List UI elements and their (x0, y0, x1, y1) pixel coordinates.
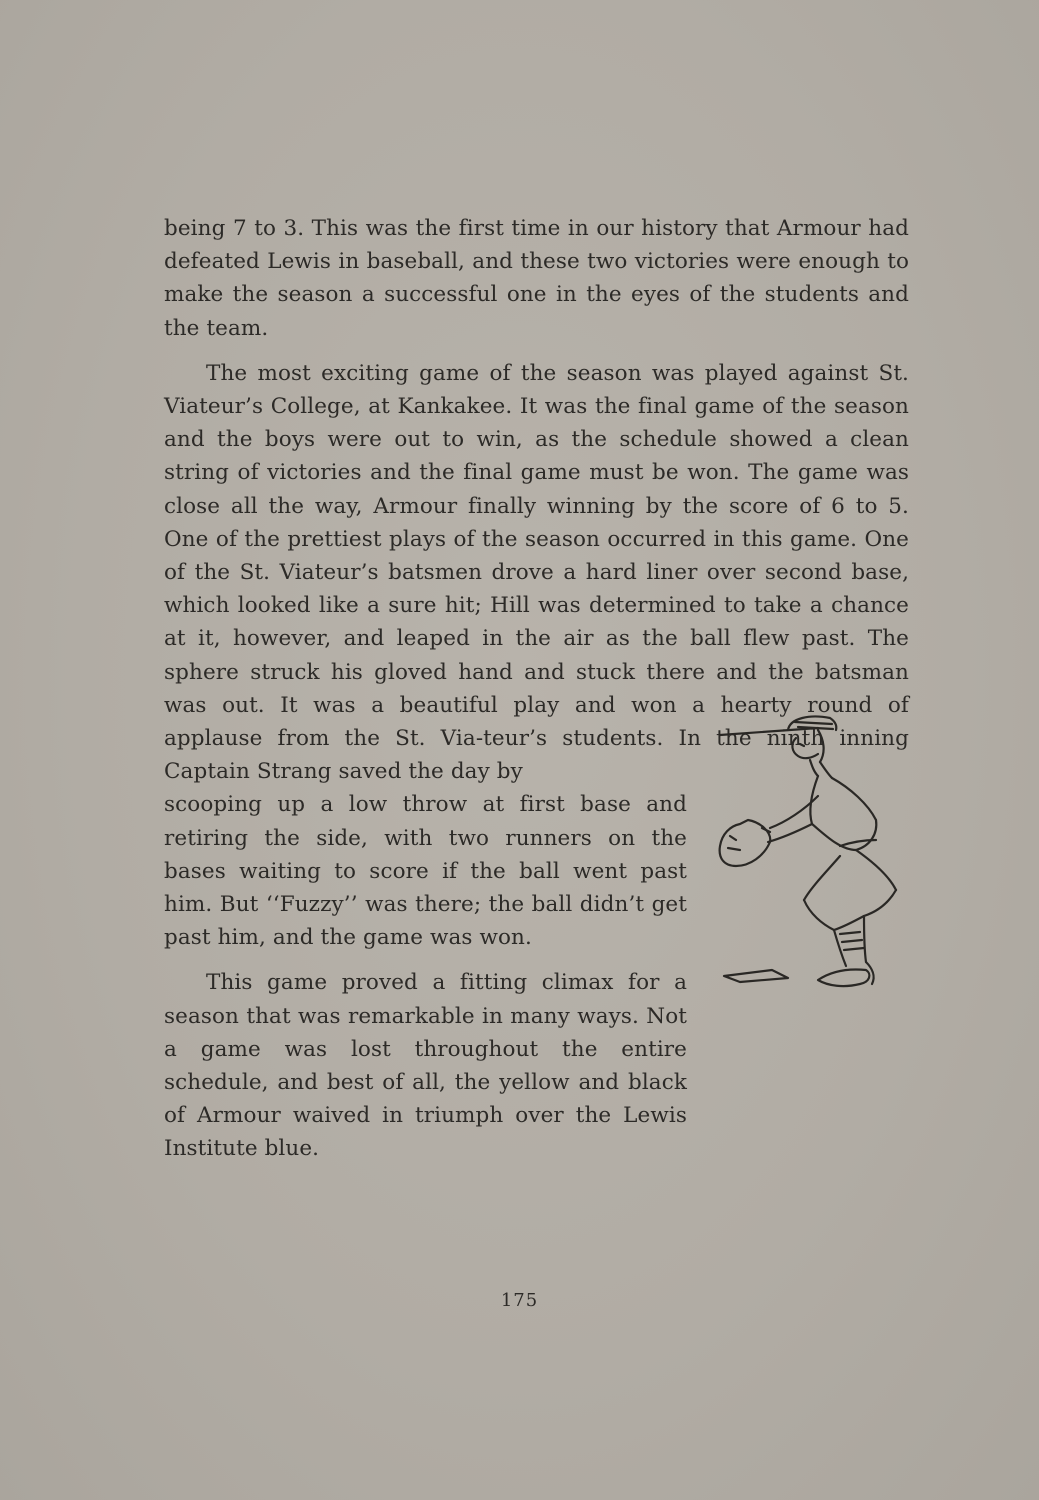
paragraph-viateur-game-end: scooping up a low throw at first base and retiring the side, with two runners on the bases waiting to score if the ball went past him. But ‘‘Fuzzy’’ was there; the ball didn’t get past him, and the game was won. (164, 792, 687, 951)
paragraph-continuation: being 7 to 3. This was the first time in our history that Armour had defeated Lewis in baseball, and these two victories were enough to make the season a successful one in the eyes of the students and the team. (164, 216, 909, 341)
page-number: 175 (500, 1290, 539, 1311)
paragraph-season-climax: This game proved a fitting climax for a season that was remarkable in many ways. Not a game was lost throughout the entire schedule, and best of all, the yellow and black of Armour waived in triumph over the Lewis Institute blue. (164, 970, 687, 1162)
body-text (164, 212, 909, 1166)
baseball-fielder-icon (700, 700, 915, 1000)
paragraph-viateur-game: The most exciting game of the season was played against St. Viateur’s College, at Kankakee. It was the final game of the season and the boys were out to win, as the schedule showed a clean string of victories and the final game must be won. The game was close all the way, Armour finally winning by the score of 6 to 5. One of the prettiest plays of the season occurred in this game. One of the St. Viateur’s batsmen drove a hard liner over second base, which looked like a sure hit; Hill was determined to take a chance at it, however, and leaped in the air as the ball flew past. The sphere struck his gloved hand and stuck there and the batsman was out. It was a beautiful play and won a hearty round of applause from the St. Via-teur’s students. In the ninth inning Captain Strang saved the day by (164, 360, 909, 785)
